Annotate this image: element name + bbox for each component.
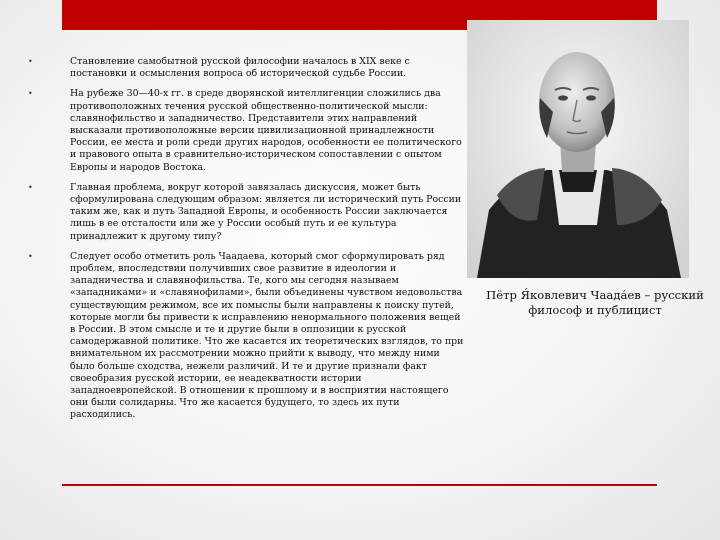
bottom-rule [62,484,657,486]
portrait-drawing [467,20,689,278]
bullet-item: • Следует особо отметить роль Чаадаева, который смог сформулировать ряд проблем, впоследствии получивших свое развитие в идеологии и западничества и славянофильства. Те, кого мы сегодня называем «западниками» и «славянофилами», были объединены чувством недовольства существующим режимом, все их помыслы были направлены к поиску путей, которые могли бы привести к исправлению ненормального положения вещей в России. В этом смысле и те и другие были в оппозиции к русской самодержавной политике. Что же касается их теоретических взглядов, то при внимательном их рассмотрении можно прийти к выводу, что между ними было больше сходства, нежели различий. И те и другие признали факт своеобразия русской истории, ее неадекватности истории западноевропейской. В отношении к прошлому и в восприятии настоящего они были солидарны. Что же касается будущего, то здесь их пути расходились. [28,251,464,422]
bullet-item: • Главная проблема, вокруг которой завязалась дискуссия, может быть сформулирована следующим образом: является ли исторический путь России таким же, как и путь Западной Европы, и особенность России заключается лишь в ее отсталости или же у России особый путь и ее культура принадлежит к другому типу? [28,182,464,243]
bullet-item: • На рубеже 30—40-х гг. в среде дворянской интеллигенции сложились два противоположных течения русской общественно-политической мысли: славянофильство и западничество. Представители этих направлений высказали противоположные версии цивилизационной принадлежности России, ее места и роли среди других народов, особенности ее политического и правового опыта в сравнительно-историческом сопоставлении с опытом Европы и народов Востока. [28,88,464,173]
bullet-item: • Становление самобытной русской философии началось в XIX веке с постановки и осмысления вопроса об исторической судьбе России. [28,56,464,80]
portrait [467,20,689,278]
portrait-caption: Пётр Я́ковлевич Чаада́ев – русский философ и публицист [486,288,704,317]
bullet-list [28,56,464,430]
